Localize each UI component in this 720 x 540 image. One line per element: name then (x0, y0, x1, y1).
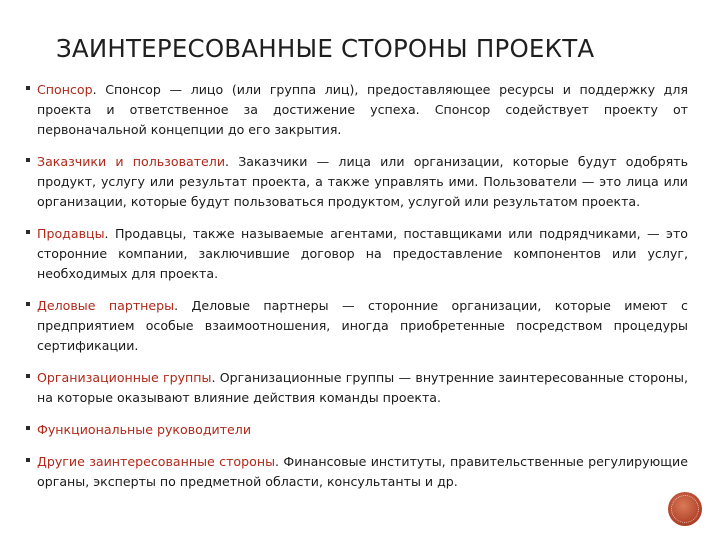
item-description: . Продавцы, также называемые агентами, поставщиками или подрядчиками, — это сторонние компании, заключившие договор на предоставление компонентов или услуг, необходимых для проекта. (37, 226, 688, 281)
item-term: Организационные группы (37, 370, 212, 385)
item-term: Спонсор (37, 82, 93, 97)
bullet-icon (26, 158, 30, 162)
item-description: . Деловые партнеры — сторонние организации, которые имеют с предприятием особые взаимоотношения, иногда приобретенные посредством процедуры сертификации. (37, 298, 688, 353)
item-text (37, 296, 688, 356)
circle-ornament-icon (668, 492, 702, 526)
item-text (37, 452, 688, 492)
list-item (26, 452, 688, 492)
item-description: . Финансовые институты, правительственные регулирующие органы, эксперты по предметной области, консультанты и др. (37, 454, 688, 489)
bullet-icon (26, 374, 30, 378)
item-term: Деловые партнеры (37, 298, 175, 313)
item-term: Другие заинтересованные стороны (37, 454, 276, 469)
item-term: Функциональные руководители (37, 422, 252, 437)
slide-title: ЗАИНТЕРЕСОВАННЫЕ СТОРОНЫ ПРОЕКТА (56, 34, 595, 63)
bullet-icon (26, 230, 30, 234)
item-term: Заказчики и пользователи (37, 154, 226, 169)
item-description: . Организационные группы — внутренние заинтересованные стороны, на которые оказывают влияние действия команды проекта. (37, 370, 688, 405)
list-item (26, 420, 688, 440)
item-term: Продавцы (37, 226, 105, 241)
bullet-icon (26, 302, 30, 306)
bullet-icon (26, 86, 30, 90)
bullet-icon (26, 426, 30, 430)
item-description: . Заказчики — лица или организации, которые будут одобрять продукт, услугу или результат проекта, а также управлять ими. Пользователи — это лица или организации, которые будут пользоваться продуктом, услугой или результатом проекта. (37, 154, 688, 209)
list-item (26, 296, 688, 356)
list-item (26, 224, 688, 284)
item-text (37, 368, 688, 408)
item-text (37, 80, 688, 140)
item-text (37, 224, 688, 284)
list-item (26, 80, 688, 140)
item-text (37, 420, 688, 440)
stakeholder-list (26, 80, 688, 504)
list-item (26, 368, 688, 408)
item-description: . Спонсор — лицо (или группа лиц), предоставляющее ресурсы и поддержку для проекта и ответственное за достижение успеха. Спонсор содействует проекту от первоначальной концепции до его закрытия. (37, 82, 688, 137)
item-text (37, 152, 688, 212)
list-item (26, 152, 688, 212)
bullet-icon (26, 458, 30, 462)
